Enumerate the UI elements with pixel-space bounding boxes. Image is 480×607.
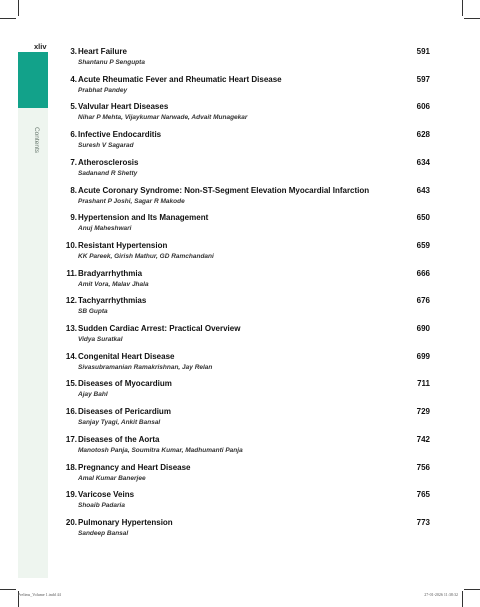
- entry-title: Diseases of Pericardium: [78, 407, 171, 417]
- entry-authors: Amal Kumar Banerjee: [78, 474, 146, 482]
- crop-mark: [462, 0, 463, 16]
- entry-authors: Prabhat Pandey: [78, 86, 128, 94]
- entry-number: 12.: [65, 296, 77, 306]
- footer-file-info: Prelims_Volume 1.indd 44: [18, 592, 61, 597]
- entry-page-number: 659: [416, 240, 430, 250]
- entry-authors: Vidya Suratkal: [78, 336, 123, 343]
- entry-page-number: 676: [416, 296, 430, 306]
- entry-authors: SB Gupta: [78, 308, 108, 316]
- entry-title: Pulmonary Hypertension: [78, 517, 173, 527]
- entry-title: Sudden Cardiac Arrest: Practical Overview: [78, 324, 241, 333]
- toc-entry[interactable]: [60, 213, 440, 237]
- entry-authors: Sanjay Tyagi, Ankit Bansal: [78, 419, 161, 427]
- entry-authors: KK Pareek, Girish Mathur, GD Ramchandani: [78, 252, 214, 260]
- toc-entry[interactable]: [60, 490, 440, 514]
- side-tab: [18, 52, 48, 108]
- entry-title: Infective Endocarditis: [78, 130, 162, 140]
- entry-title: Hypertension and Its Management: [78, 213, 209, 223]
- entry-authors: Shoaib Padaria: [78, 502, 125, 510]
- entry-page-number: 643: [416, 185, 430, 195]
- page-number: xliv: [34, 42, 47, 51]
- crop-mark: [462, 591, 463, 607]
- entry-number: 6.: [70, 130, 77, 140]
- entry-number: 5.: [70, 102, 77, 112]
- entry-title: Bradyarrhythmia: [78, 268, 143, 278]
- entry-page-number: 699: [416, 351, 430, 361]
- entry-page-number: 597: [416, 74, 430, 84]
- entry-title: Valvular Heart Diseases: [78, 102, 169, 112]
- entry-number: 15.: [65, 379, 77, 389]
- toc-entry[interactable]: [60, 352, 440, 376]
- entry-number: 20.: [65, 517, 77, 527]
- entry-number: 18.: [65, 462, 77, 472]
- entry-title: Diseases of the Aorta: [78, 434, 160, 444]
- side-band: [18, 108, 48, 578]
- entry-title: Pregnancy and Heart Disease: [78, 462, 191, 472]
- entry-number: 17.: [65, 434, 77, 444]
- crop-mark: [0, 18, 16, 19]
- toc-entry[interactable]: [60, 186, 440, 210]
- entry-number: 7.: [70, 157, 77, 167]
- entry-authors: Sadanand R Shetty: [78, 169, 138, 177]
- toc-entry[interactable]: [60, 75, 440, 99]
- toc-entry[interactable]: [60, 463, 440, 487]
- crop-mark: [18, 0, 19, 16]
- entry-authors: Anuj Maheshwari: [78, 225, 132, 233]
- toc-entry[interactable]: [60, 518, 440, 542]
- entry-page-number: 666: [416, 268, 430, 278]
- toc-entry[interactable]: [60, 269, 440, 293]
- crop-mark: [464, 18, 480, 19]
- entry-page-number: 729: [416, 407, 430, 417]
- entry-page-number: 742: [416, 434, 430, 444]
- entry-page-number: 773: [416, 517, 430, 527]
- entry-title: Diseases of Myocardium: [78, 379, 172, 389]
- entry-authors: Ajay Bahl: [78, 391, 108, 399]
- entry-number: 9.: [70, 213, 77, 223]
- entry-number: 11.: [66, 268, 77, 278]
- crop-mark: [0, 589, 16, 590]
- entry-number: 8.: [70, 185, 77, 195]
- toc-entry[interactable]: [60, 296, 440, 320]
- entry-title: Congenital Heart Disease: [78, 351, 175, 361]
- entry-page-number: 634: [416, 157, 430, 167]
- entry-authors: Shantanu P Sengupta: [78, 59, 145, 66]
- side-label-contents: Contents: [33, 126, 40, 154]
- toc-entry[interactable]: [60, 102, 440, 126]
- entry-page-number: 591: [416, 47, 430, 56]
- toc-entry[interactable]: [60, 324, 440, 348]
- entry-number: 3.: [70, 47, 77, 56]
- entry-title: Acute Coronary Syndrome: Non-ST-Segment Elevation Myocardial Infarction: [78, 185, 370, 195]
- entry-authors: Sandeep Bansal: [78, 529, 129, 537]
- toc-entry[interactable]: [60, 379, 440, 403]
- entry-number: 16.: [65, 407, 77, 417]
- toc-entry[interactable]: [60, 407, 440, 431]
- entry-page-number: 711: [417, 379, 430, 389]
- entry-page-number: 756: [416, 462, 430, 472]
- toc-entry[interactable]: [60, 158, 440, 182]
- toc-entry[interactable]: [60, 435, 440, 459]
- entry-number: 19.: [65, 490, 77, 500]
- entry-title: Tachyarrhythmias: [78, 296, 147, 306]
- entry-title: Heart Failure: [78, 47, 127, 56]
- footer-timestamp: 27-01-2026 11:38:32: [424, 592, 458, 597]
- entry-authors: Sivasubramanian Ramakrishnan, Jay Relan: [78, 363, 213, 371]
- entry-number: 13.: [65, 324, 77, 333]
- entry-page-number: 765: [416, 490, 430, 500]
- entry-number: 4.: [70, 74, 77, 84]
- entry-page-number: 650: [416, 213, 430, 223]
- entry-authors: Suresh V Sagarad: [78, 142, 134, 150]
- entry-title: Acute Rheumatic Fever and Rheumatic Heart Disease: [78, 74, 282, 84]
- crop-mark: [464, 589, 480, 590]
- entry-authors: Nihar P Mehta, Vijaykumar Narwade, Advait Munagekar: [78, 114, 248, 122]
- toc-entry[interactable]: [60, 47, 440, 71]
- entry-title: Atherosclerosis: [78, 157, 139, 167]
- toc-entry[interactable]: [60, 130, 440, 154]
- entry-authors: Prashant P Joshi, Sagar R Makode: [78, 197, 185, 205]
- entry-number: 10.: [65, 240, 77, 250]
- entry-authors: Amit Vora, Malav Jhala: [78, 280, 149, 288]
- entry-number: 14.: [65, 351, 77, 361]
- entry-title: Varicose Veins: [78, 490, 135, 500]
- toc-entry[interactable]: [60, 241, 440, 265]
- entry-page-number: 690: [416, 324, 430, 333]
- entry-page-number: 628: [416, 130, 430, 140]
- entry-authors: Manotosh Panja, Soumitra Kumar, Madhumanti Panja: [78, 446, 243, 454]
- entry-page-number: 606: [416, 102, 430, 112]
- entry-title: Resistant Hypertension: [78, 240, 168, 250]
